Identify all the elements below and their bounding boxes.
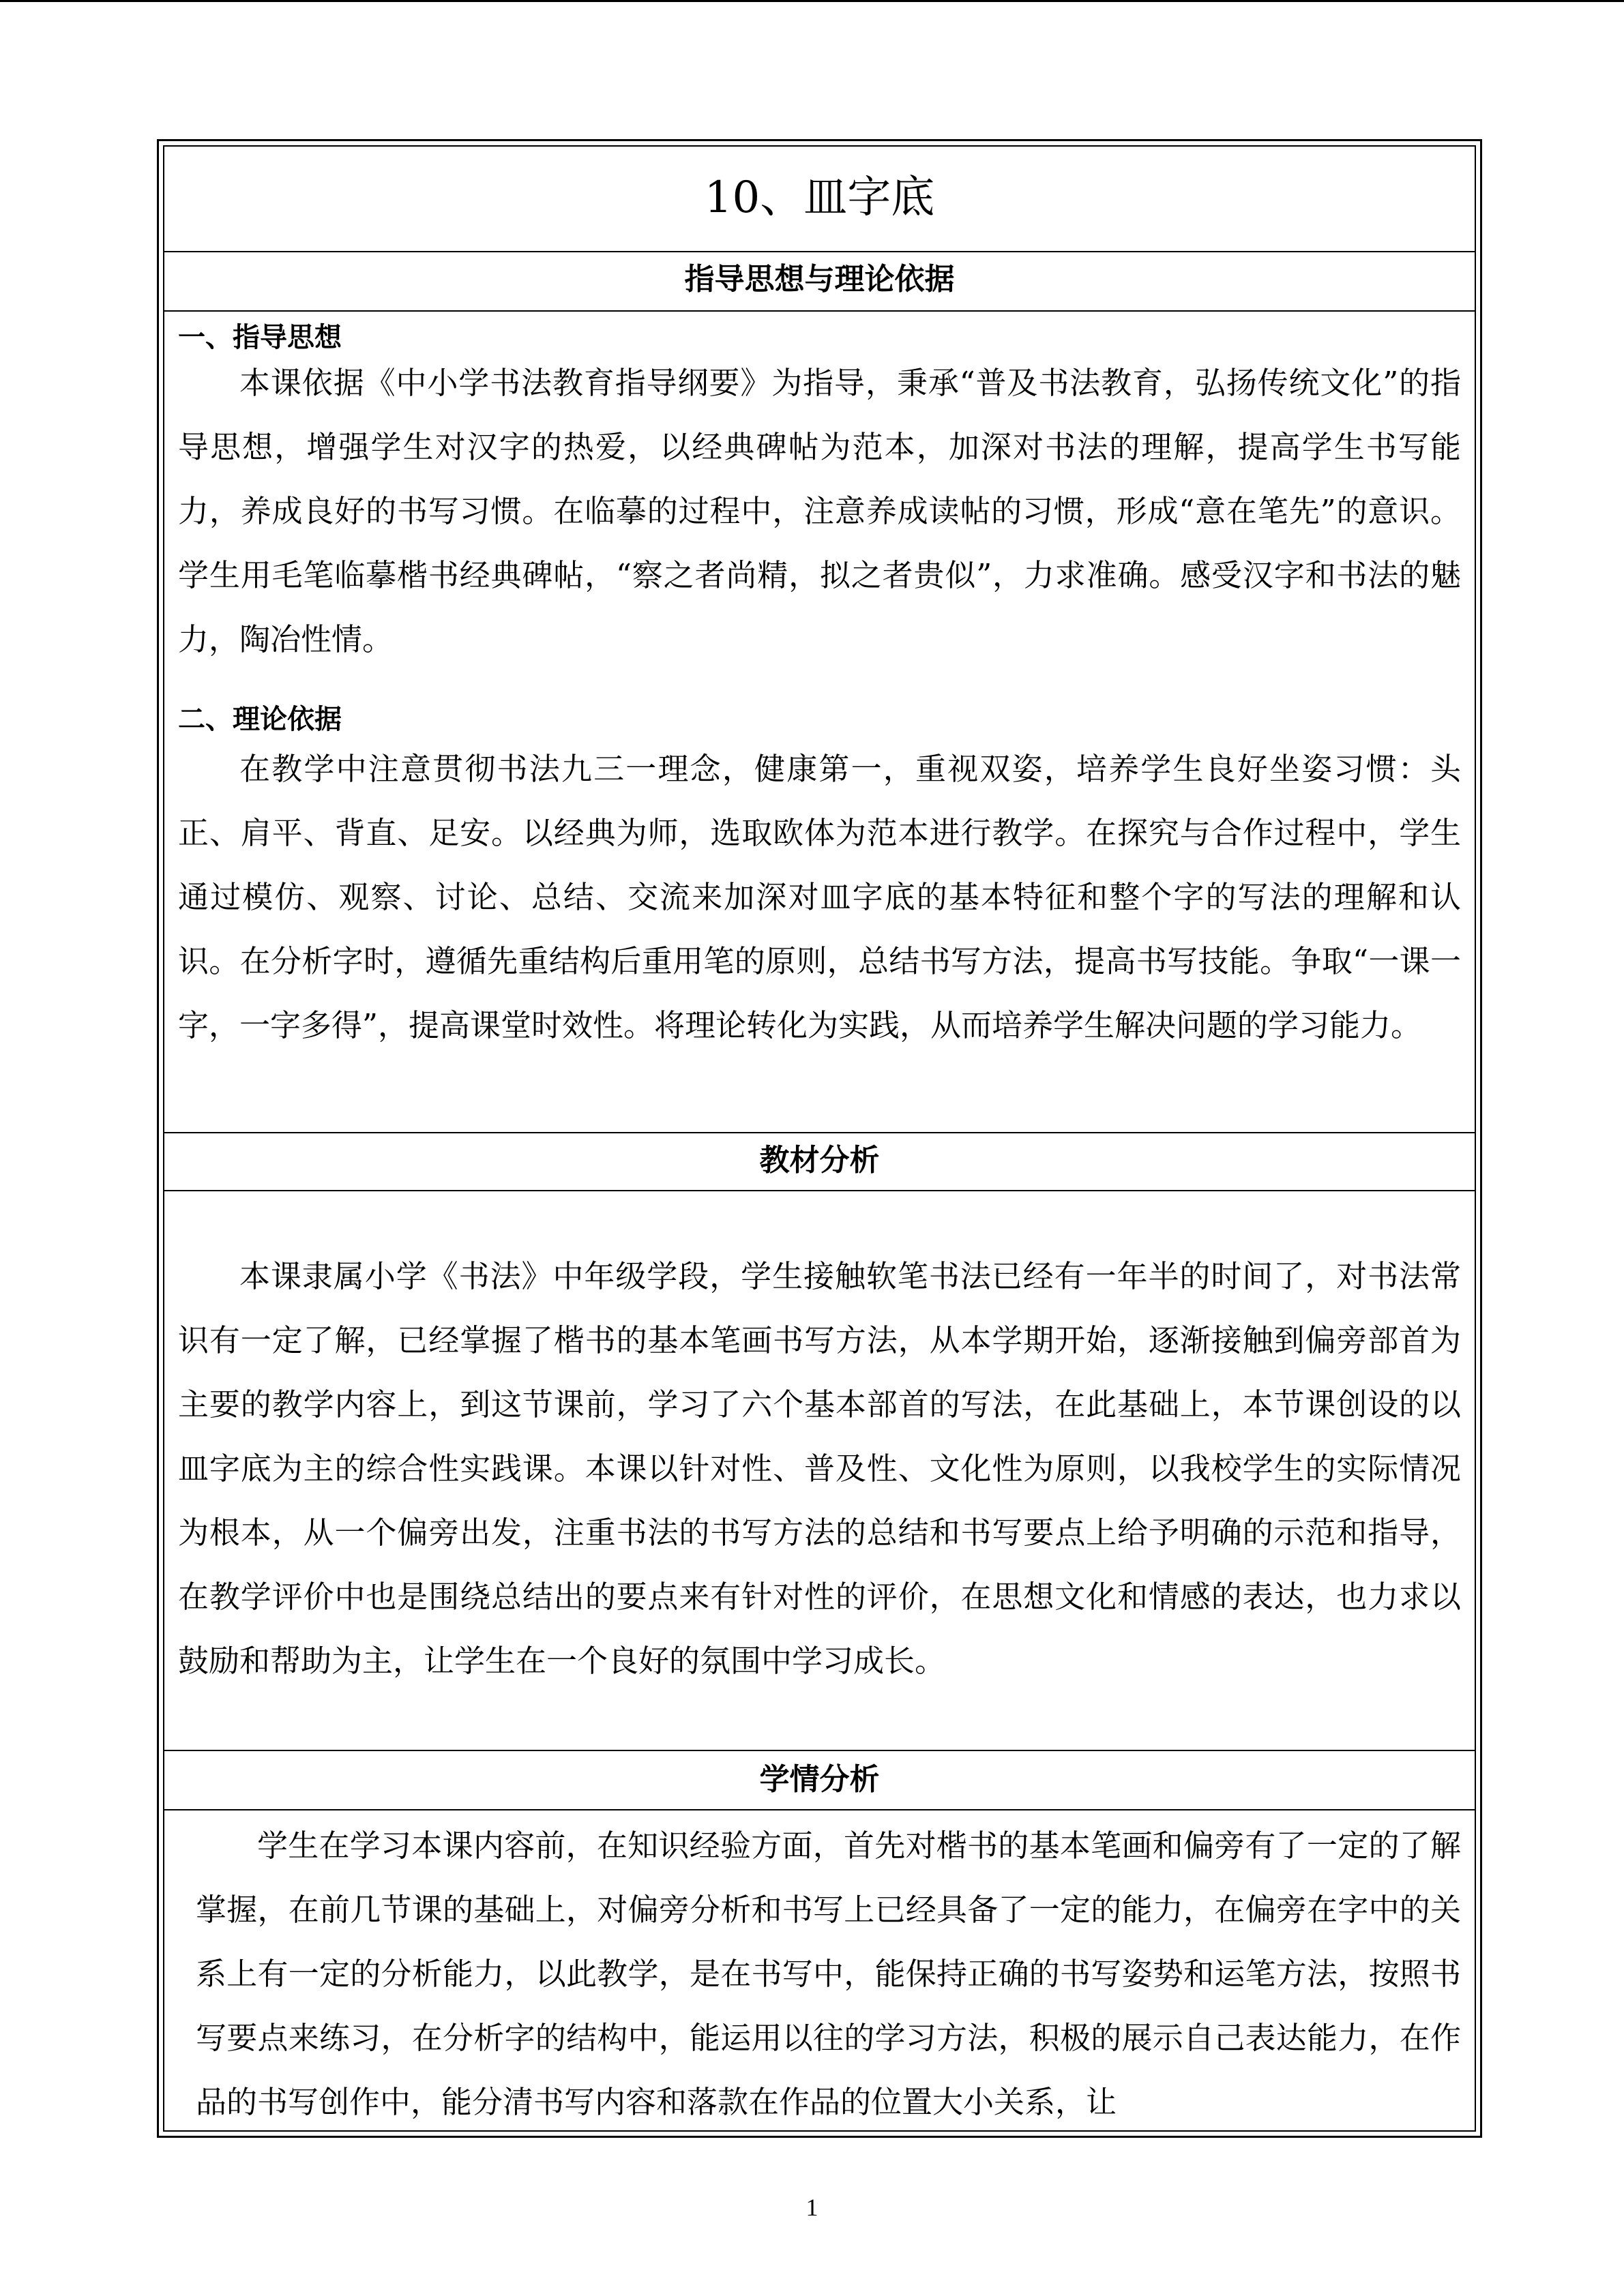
page-number: 1: [806, 2194, 818, 2221]
theory-subheading: 二、理论依据: [178, 704, 342, 735]
students-paragraph: 学生在学习本课内容前，在知识经验方面，首先对楷书的基本笔画和偏旁有了一定的了解掌握，在前几节课的基础上，对偏旁分析和书写上已经具备了一定的能力，在偏旁在字中的关系上有一定的分析能力，以此教学，是在书写中，能保持正确的书写姿势和运笔方法，按照书写要点来练习，在分析字的结构中，能运用以往的学习方法，积极的展示自己表达能力，在作品的书写创作中，能分清书写内容和落款在作品的位置大小关系，让: [196, 1828, 1461, 2120]
row-divider: [164, 310, 1475, 312]
guiding-subheading: 一、指导思想: [178, 322, 342, 353]
page-top-rule: [0, 0, 1624, 2]
section-heading-material: 教材分析: [759, 1143, 880, 1178]
row-divider: [164, 1750, 1475, 1751]
row-divider: [164, 251, 1475, 252]
row-divider: [164, 1809, 1475, 1810]
row-divider: [164, 1190, 1475, 1191]
section-heading-guiding: 指导思想与理论依据: [684, 262, 955, 297]
lesson-plan-table-inner: [163, 145, 1476, 2132]
row-divider: [164, 1132, 1475, 1133]
guiding-paragraph: 本课依据《中小学书法教育指导纲要》为指导，秉承“普及书法教育，弘扬传统文化”的指导思想，增强学生对汉字的热爱，以经典碑帖为范本，加深对书法的理解，提高学生书写能力，养成良好的书写习惯。在临摹的过程中，注意养成读帖的习惯，形成“意在笔先”的意识。学生用毛笔临摹楷书经典碑帖，“察之者尚精，拟之者贵似”，力求准确。感受汉字和书法的魅力，陶冶性情。: [178, 365, 1461, 657]
theory-paragraph: 在教学中注意贯彻书法九三一理念，健康第一，重视双姿，培养学生良好坐姿习惯：头正、肩平、背直、足安。以经典为师，选取欧体为范本进行教学。在探究与合作过程中，学生通过模仿、观察、讨论、总结、交流来加深对皿字底的基本特征和整个字的写法的理解和认识。在分析字时，遵循先重结构后重用笔的原则，总结书写方法，提高书写技能。争取“一课一字，一字多得”，提高课堂时效性。将理论转化为实践，从而培养学生解决问题的学习能力。: [178, 751, 1461, 1043]
page-title: 10、皿字底: [704, 173, 935, 223]
lesson-plan-table: [157, 139, 1482, 2138]
material-paragraph: 本课隶属小学《书法》中年级学段，学生接触软笔书法已经有一年半的时间了，对书法常识有一定了解，已经掌握了楷书的基本笔画书写方法，从本学期开始，逐渐接触到偏旁部首为主要的教学内容上，到这节课前，学习了六个基本部首的写法，在此基础上，本节课创设的以皿字底为主的综合性实践课。本课以针对性、普及性、文化性为原则，以我校学生的实际情况为根本，从一个偏旁出发，注重书法的书写方法的总结和书写要点上给予明确的示范和指导，在教学评价中也是围绕总结出的要点来有针对性的评价，在思想文化和情感的表达，也力求以鼓励和帮助为主，让学生在一个良好的氛围中学习成长。: [178, 1258, 1461, 1679]
section-heading-students: 学情分析: [759, 1762, 880, 1797]
